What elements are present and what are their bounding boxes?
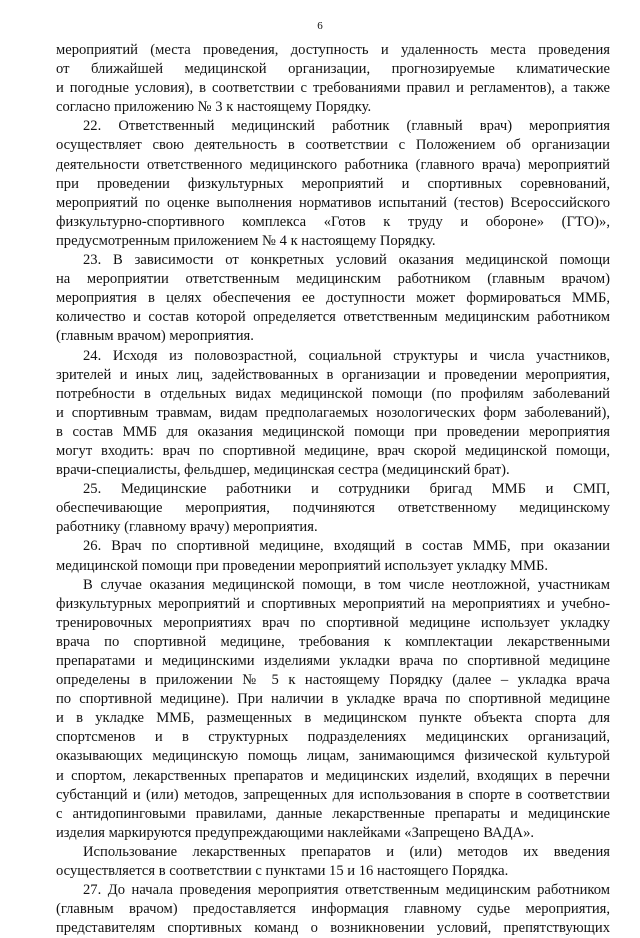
text-line: В случае оказания медицинской помощи, в том числе неотложной, участникам	[83, 576, 610, 593]
text-line: по спортивной медицине). При наличии в укладке врача по спортивной медицине	[56, 691, 610, 708]
text-line: количество и состав которой определяется ответственным медицинским работником	[56, 309, 610, 326]
text-line: Использование лекарственных препаратов и (или) методов их введения	[83, 843, 610, 860]
text-line: при проведении физкультурных мероприятий и спортивных соревнований,	[56, 175, 610, 192]
text-line: могут входить: врач по спортивной медицине, врач скорой медицинской помощи,	[56, 442, 610, 459]
text-line: (главным врачом) предоставляется информация главному судье мероприятия,	[56, 901, 610, 918]
text-line: субстанций и (или) методов, запрещенных для использования в спорте в соответствии	[56, 786, 610, 803]
text-line: представителям спортивных команд о возникновении условий, препятствующих	[56, 920, 610, 937]
text-line: и в укладке ММБ, размещенных в медицинском пункте объекта спорта для	[56, 710, 610, 727]
text-line: с антидопинговыми правилами, данные лекарственные препараты и медицинские	[56, 805, 610, 822]
text-line: мероприятий по оценке выполнения нормативов испытаний (тестов) Всероссийского	[56, 194, 610, 211]
text-line: предусмотренным приложением № 4 к настоящему Порядку.	[56, 232, 436, 249]
text-line: осуществляет свою деятельность в соответствии с Положением об организации	[56, 137, 610, 154]
text-line: физкультурно-спортивного комплекса «Готов к труду и обороне» (ГТО)»,	[56, 213, 610, 230]
text-line: оказывающих медицинскую помощь лицам, занимающимся физической культурой	[56, 748, 610, 765]
text-line: (главным врачом) мероприятия.	[56, 328, 254, 345]
text-line: обеспечивающие мероприятия, подчиняются ответственному медицинскому	[56, 500, 610, 517]
text-line: зрителей и иных лиц, задействованных в организации и проведении мероприятия,	[56, 366, 610, 383]
text-line: мероприятий (места проведения, доступность и удаленность места проведения	[56, 42, 610, 58]
text-line: физкультурных мероприятий и спортивных мероприятий на мероприятиях и учебно-	[56, 595, 610, 612]
text-line: и спортивным травмам, видам предполагаемых нозологических форм заболеваний),	[56, 404, 610, 421]
text-line: изделия маркируются предупреждающими наклейками «Запрещено ВАДА».	[56, 824, 535, 841]
text-line: препаратами и медицинскими изделиями укладки врача по спортивной медицине	[56, 653, 610, 669]
text-line: определены в приложении № 5 к настоящему Порядку (далее – укладка врача	[56, 672, 610, 689]
text-line: тренировочных мероприятиях врач по спортивной медицине использует укладку	[56, 614, 610, 631]
text-line: 26. Врач по спортивной медицине, входящий в состав ММБ, при оказании	[83, 538, 610, 555]
text-line: врачи-специалисты, фельдшер, медицинская сестра (медицинский брат).	[56, 462, 510, 479]
text-line: от ближайшей медицинской организации, прогнозируемые климатические	[56, 61, 610, 78]
page-number: 6	[317, 20, 323, 32]
text-line: спортсменов и в структурных подразделениях медицинских организаций,	[56, 729, 610, 746]
text-line: 24. Исходя из половозрастной, социальной структуры и числа участников,	[83, 347, 610, 364]
text-line: и погодные условия), в соответствии с требованиями правил и регламентов), а также	[56, 80, 610, 97]
text-line: в состав ММБ для оказания медицинской помощи при проведении мероприятия	[56, 423, 610, 440]
text-line: 27. До начала проведения мероприятия ответственным медицинским работником	[83, 882, 610, 899]
text-line: медицинской помощи при проведении мероприятий использует укладку ММБ.	[56, 557, 549, 574]
text-line: работнику (главному врачу) мероприятия.	[56, 519, 318, 536]
text-line: врача по спортивной медицине, требования к комплектации лекарственными	[56, 633, 610, 650]
text-line: деятельности ответственного медицинского работника (главного врача) мероприятий	[56, 156, 610, 173]
text-line: 22. Ответственный медицинский работник (главный врач) мероприятия	[83, 118, 610, 135]
text-line: 25. Медицинские работники и сотрудники бригад ММБ и СМП,	[83, 481, 610, 498]
document-body	[56, 41, 610, 938]
text-line: согласно приложению № 3 к настоящему Порядку.	[56, 99, 372, 116]
text-line: потребности в отдельных видах медицинской помощи (по профилям заболеваний	[56, 385, 610, 402]
text-line: и спортом, лекарственных препаратов и медицинских изделий, входящих в перечни	[56, 767, 610, 784]
text-line: мероприятия в целях обеспечения ее доступности может формироваться ММБ,	[56, 290, 610, 307]
text-line: 23. В зависимости от конкретных условий оказания медицинской помощи	[83, 252, 610, 269]
text-line: осуществляется в соответствии с пунктами 15 и 16 настоящего Порядка.	[56, 863, 509, 880]
text-line: на мероприятии ответственным медицинским работником (главным врачом)	[56, 271, 610, 288]
